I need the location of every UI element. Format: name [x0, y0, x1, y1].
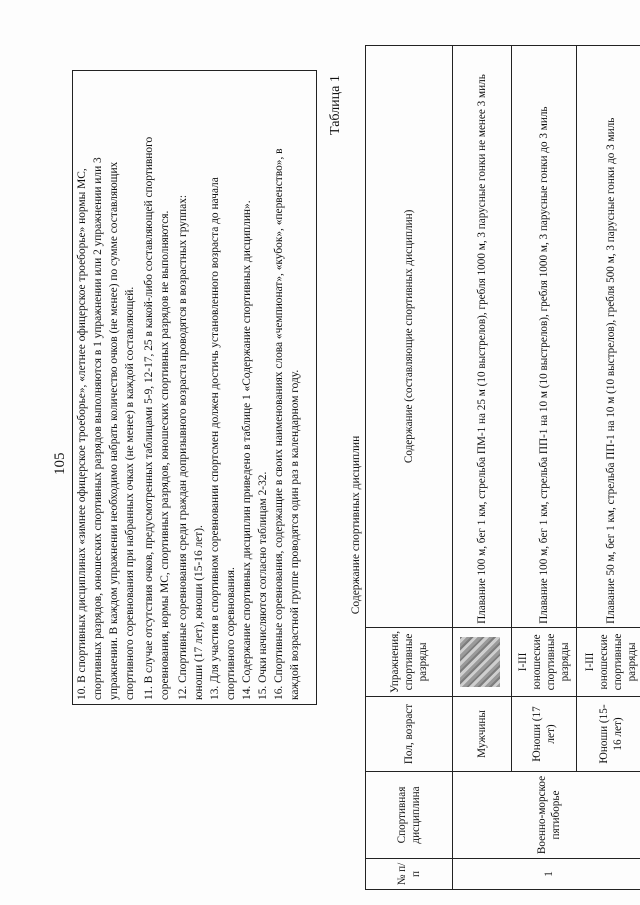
header-content: Содержание (составляющие спортивных дисциплин): [366, 45, 453, 627]
rules-box: [72, 70, 317, 705]
table-header-row: [366, 45, 453, 889]
row-number: 1: [453, 859, 640, 890]
rule-line: юноши (17 лет), юноши (15-16 лет).: [193, 525, 206, 700]
rule-line: соревнования, нормы МС, спортивных разрядов, юношеских спортивных разрядов не выполняются.: [158, 210, 171, 700]
rule-line: 14. Содержание спортивных дисциплин приведено в таблице 1 «Содержание спортивных дисциплин».: [241, 200, 254, 700]
sex-age-cell: Юноши (15-16 лет): [577, 697, 640, 772]
page-number: 105: [52, 452, 68, 475]
rule-line: 13. Для участия в спортивном соревновании спортсмен должен достичь установленного возраста до начала: [209, 177, 222, 700]
discipline-name: Военно-морское пятиборье: [453, 772, 640, 859]
content-cell: Плавание 50 м, бег 1 км, стрельба ПП-1 на 10 м (10 выстрелов), гребля 500 м, 3 парусные гонки до 3 миль: [577, 45, 640, 627]
exercise-cell: I-III юношеские спортивные разряды: [512, 627, 577, 696]
table-row: [512, 45, 577, 889]
table-row: [453, 45, 512, 889]
content-cell: Плавание 100 м, бег 1 км, стрельба ПМ-1 на 25 м (10 выстрелов), гребля 1000 м, 3 парусные гонки не менее 3 миль: [453, 45, 512, 627]
rule-line: каждой возрастной группе проводятся один раз в календарном году.: [288, 369, 301, 700]
table-caption: Содержание спортивных дисциплин: [350, 435, 362, 615]
sex-age-cell: Юноши (17 лет): [512, 697, 577, 772]
rule-line: 11. В случае отсутствия очков, предусмотренных таблицами 5-9, 12-17, 25 в какой-либо составляющей спортивного: [142, 136, 155, 700]
sex-age-cell: Мужчины: [453, 697, 512, 772]
rule-line: спортивных разрядов, юношеских спортивных разрядов выполняются в 1 упражнении или 2 упражнении или 3: [91, 157, 104, 700]
disciplines-table: [365, 45, 640, 890]
table-label: Таблица 1: [328, 75, 343, 135]
rule-line: 12. Спортивные соревнования среди граждан допризывного возраста проводятся в возрастных группах:: [177, 194, 190, 700]
rule-line: спортивного соревнования при набранных очках (не менее) в каждой составляющей.: [123, 286, 136, 700]
header-discipline: Спортивная дисциплина: [366, 772, 453, 859]
rule-line: спортивного соревнования.: [225, 567, 238, 700]
content-cell: Плавание 100 м, бег 1 км, стрельба ПП-1 на 10 м (10 выстрелов), гребля 1000 м, 3 парусные гонки до 3 миль: [512, 45, 577, 627]
exercise-cell: I-III юношеские спортивные разряды: [577, 627, 640, 696]
table-row: [577, 45, 640, 889]
rule-line: 10. В спортивных дисциплинах «зимнее офицерское троеборье», «летнее офицерское троеборье» нормы МС,: [76, 168, 88, 700]
rule-line: 16. Спортивные соревнования, содержащие в своих наименованиях слова «чемпионат», «кубок», «первенство», в: [272, 148, 285, 700]
rule-line: упражнении. В каждом упражнении необходимо набрать количество очков (не менее) по сумме составляющих: [107, 161, 120, 700]
exercise-cell-obscured: [453, 627, 512, 696]
header-sex-age: Пол, возраст: [366, 697, 453, 772]
rule-line: 15. Очки начисляются согласно таблицам 2-32.: [256, 471, 269, 700]
redacted-stamp: [460, 637, 500, 687]
header-exercise: Упражнения, спортивные разряды: [366, 627, 453, 696]
header-num: № п/п: [366, 859, 453, 890]
